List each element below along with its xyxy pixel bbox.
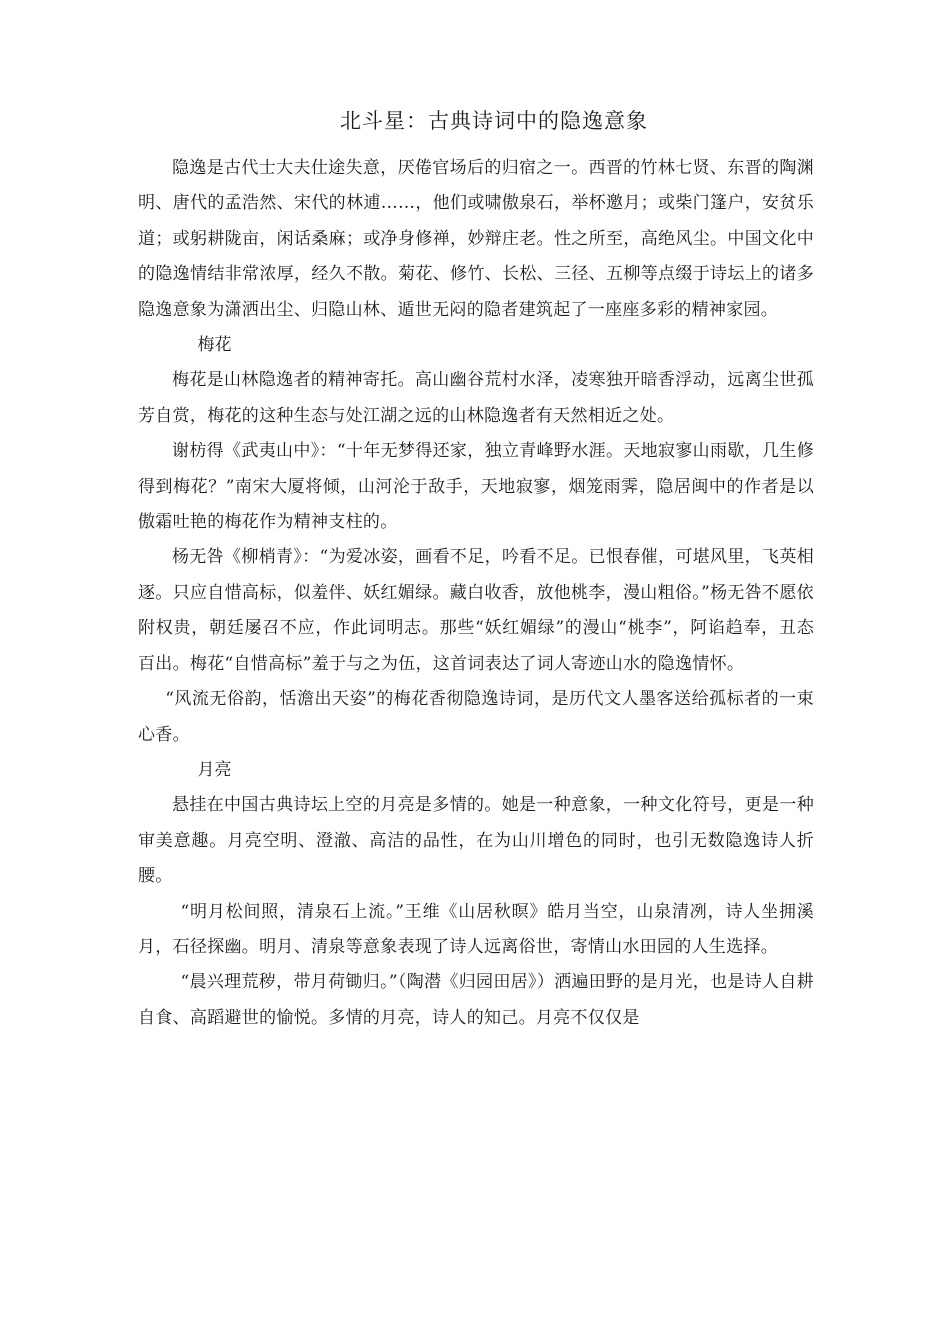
section-heading-moon: 月亮 xyxy=(197,759,232,780)
paragraph-plum-2: 谢枋得《武夷山中》：“十年无梦得还家，独立青峰野水涯。天地寂寥山雨歇，几生修得到梅花？”南宋大厦将倾，山河沦于敌手，天地寂寥，烟笼雨霁，隐居闽中的作者是以傲霜吐艳的梅花作为精神支柱的。 xyxy=(138,441,814,533)
paragraph-moon-3: “晨兴理荒秽，带月荷锄归。”（陶潜《归园田居》）洒遍田野的是月光，也是诗人自耕自食、高蹈避世的愉悦。多情的月亮，诗人的知己。月亮不仅仅是 xyxy=(138,972,814,1028)
paragraph-plum-1: 梅花是山林隐逸者的精神寄托。高山幽谷荒村水泽，凌寒独开暗香浮动，远离尘世孤芳自赏，梅花的这种生态与处江湖之远的山林隐逸者有天然相近之处。 xyxy=(138,370,814,426)
paragraph-plum-4: “风流无俗韵，恬澹出天姿”的梅花香彻隐逸诗词，是历代文人墨客送给孤标者的一束心香。 xyxy=(138,689,814,745)
paragraph-moon-1: 悬挂在中国古典诗坛上空的月亮是多情的。她是一种意象，一种文化符号，更是一种审美意趣。月亮空明、澄澈、高洁的品性，在为山川增色的同时，也引无数隐逸诗人折腰。 xyxy=(138,795,814,887)
section-heading-plum: 梅花 xyxy=(197,335,232,356)
document-title: 北斗星：古典诗词中的隐逸意象 xyxy=(340,109,648,133)
paragraph-plum-3: 杨无咎《柳梢青》：“为爱冰姿，画看不足，吟看不足。已恨春催，可堪风里，飞英相逐。只应自惜高标，似羞伴、妖红媚绿。藏白收香，放他桃李，漫山粗俗。”杨无咎不愿依附权贵，朝廷屡召不应，作此词明志。那些“妖红媚绿”的漫山“桃李”，阿谄趋奉，丑态百出。梅花“自惜高标”羞于与之为伍，这首词表达了词人寄迹山水的隐逸情怀。 xyxy=(138,547,814,674)
document-body xyxy=(138,151,814,1036)
paragraph-intro: 隐逸是古代士大夫仕途失意，厌倦官场后的归宿之一。西晋的竹林七贤、东晋的陶渊明、唐代的孟浩然、宋代的林逋……，他们或啸傲泉石，举杯邀月；或柴门篷户，安贫乐道；或躬耕陇亩，闲话桑麻；或净身修禅，妙辩庄老。性之所至，高绝风尘。中国文化中的隐逸情结非常浓厚，经久不散。菊花、修竹、长松、三径、五柳等点缀于诗坛上的诸多隐逸意象为潇洒出尘、归隐山林、遁世无闷的隐者建筑起了一座座多彩的精神家园。 xyxy=(138,158,814,320)
paragraph-moon-2: “明月松间照，清泉石上流。”王维《山居秋暝》皓月当空，山泉清冽，诗人坐拥溪月，石径探幽。明月、清泉等意象表现了诗人远离俗世，寄情山水田园的人生选择。 xyxy=(138,901,814,957)
